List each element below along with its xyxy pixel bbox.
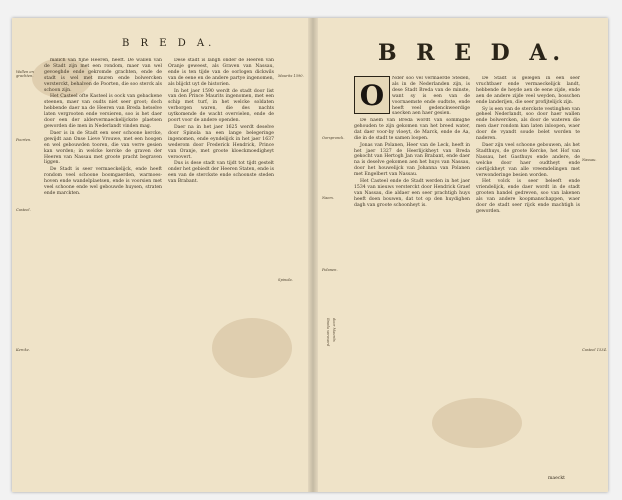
paragraph: Dus is dese stadt van tijdt tot tijdt gestelt onder het gebiedt der Heeren Staten, ende is een van de sterckste ende schoonste steden van Brabant. (168, 161, 274, 185)
book-spread (12, 18, 608, 492)
left-page (12, 18, 308, 492)
paragraph: Sy is een van de sterckste vestinghen van geheel Nederlandt, soo door haer wallen ende bolwercken, als door de wateren die men daer rondom kan laten inloopen, waer door de vyandt soude belet worden te naderen. (476, 106, 580, 142)
paragraph: Daer is in de Stadt een seer schoone kercke, gewijdt aan Onse Lieve Vrouwe, met een hoogen en wel gebouwden tooren, die van verre gesien kan worden; in welcke kercke de graven der Heeren van Nassau met groote pracht begraven liggen. (44, 130, 162, 166)
margin-note: Spinola. (278, 278, 293, 282)
book-gutter (308, 18, 318, 492)
right-text-column-1 (354, 118, 470, 482)
left-text-column-1 (44, 58, 162, 482)
right-intro-text (392, 76, 470, 116)
catchword: maeckt (548, 476, 566, 481)
margin-note: Casteel. (16, 208, 31, 212)
left-text-column-2 (168, 58, 274, 482)
right-text-column-2 (476, 76, 580, 482)
margin-note: Kercke. (16, 348, 30, 352)
paragraph: malich van fijne Heeren, heeft. De wallen van de Stadt zijn met een rondom, maer van wel gevoeghde ende gekromde grachten, ende de stadt is wel met muren ende bolwercken versterckt, behalven de Poorten, die soo sterck als schoon zijn. (44, 58, 162, 93)
decorated-initial (354, 76, 390, 114)
margin-note: Wallen en grachten. (16, 70, 34, 79)
initial-letter: O (359, 79, 385, 112)
paragraph: Nder soo vel vermaerde Steden, als in de Nederlanden zijn, is dese Stadt Breda van de minste, want sy is een van de voornaemste ende oudtste, ende heeft veel gedenckweerdige saecken aen haer gesien. (392, 76, 470, 116)
paragraph: Daer na in het jaer 1625 werdt deselve door Spinola na een lange belegeringe ingenomen, ende eyndelijck in het jaer 1637 wederom door Frederick Hendrick, Prince van Oranje, met groote kloeckmoedigheyt veroovert. (168, 124, 274, 160)
paragraph: De Stadt is gelegen in een seer vruchtbaer ende vermaeckelijck landt, hebbende de heyde aen de eene zijde, ende aen de andere zijde veel weyden, bosschen ende landerijen, die seer profijtelijck zijn. (476, 76, 580, 105)
margin-note: Poorten. (16, 138, 32, 142)
right-page (318, 18, 608, 492)
paragraph: De naem van Breda wordt van sommighe gehouden te zijn gekomen van het breed water, dat daer voor-by vloeyt, de Marck, ende de Aa, die in de stadt te samen loopen. (354, 118, 470, 141)
margin-note: Oorspronck. (322, 136, 345, 140)
right-running-title: B R E D A. (378, 40, 567, 66)
vertical-margin-note: door Maurits (332, 318, 336, 342)
left-running-title: B R E D A. (122, 38, 216, 49)
paragraph: Het volck is seer beleeft ende vriendelijck, ende daer wordt in de stadt grooten handel gedreven, soo van lakenen als van andere koopmanschappen, waer door de stadt seer rijck ende machtigh is geworden. (476, 179, 580, 214)
margin-note: Nassau. (582, 158, 597, 162)
paragraph: Het Casteel ende de Stadt werden in het jaer 1534 van nieuws versterckt door Hendrick Graef van Nassau, die aldaer een seer prachtigh huys heeft doen bouwen, dat tot op den huydighen dagh van groote schoonheyt is. (354, 179, 470, 208)
margin-note: Polanen. (322, 268, 338, 272)
paragraph: Daer zijn veel schoone gebouwen, als het Stadthuys, de groote Kercke, het Hof van Nassau, het Gasthuys ende andere, de welcke door haer oudtheyt ende cierlijckheyt van alle vreemdelingen met verwonderinge besien worden. (476, 142, 580, 178)
vertical-margin-note: Breda veroverd (326, 318, 330, 347)
margin-note: Naem. (322, 196, 334, 200)
margin-note: Casteel 1534. (582, 348, 608, 352)
paragraph: Jonas van Polanen, Heer van de Leck, heeft in het jaer 1327 de Heerlijckheyt van Breda gekocht van Hertogh Jan van Brabant, ende daer na is deselve gekomen aen het huys van Nassau, door het houwelijck van Johanna van Polanen met Engelbert van Nassau. (354, 142, 470, 178)
paragraph: In het jaer 1590 werdt de stadt door list van den Prince Maurits ingenomen, met een schip met turf, in het welcke soldaten verborgen waren, die des nachts uytkomende de wacht overvielen, ende de poort voor de andere openden. (168, 88, 274, 124)
paragraph: Het Casteel ofte Kasteel is oock van gebackene steenen, maer van oudts niet seer groot; doch hebbende daer na de Heeren van Breda hetselve laten vergrooten ende versieren, soo is het daer door een der aldervermaeckelijckste plaetsen geworden die men in Nederlandt vinden mag. (44, 94, 162, 129)
paragraph: De Stadt is seer vermaeckelijck, ende heeft rondom veel schoone boomgaerden, warmoes-hoven ende wandelplaetsen, ende is voorsien met veel schoone ende wel gebouwde huysen, straten ende marckten. (44, 167, 162, 196)
paragraph: Dese stadt is langh onder de Heeren van Oranje geweest, als Graven van Nassau, ende is ten tijde van de oorlogen dickwils van de eene en de andere partye ingenomen, als blijckt uyt de historien. (168, 58, 274, 87)
margin-note: Maurits 1590. (278, 74, 304, 78)
